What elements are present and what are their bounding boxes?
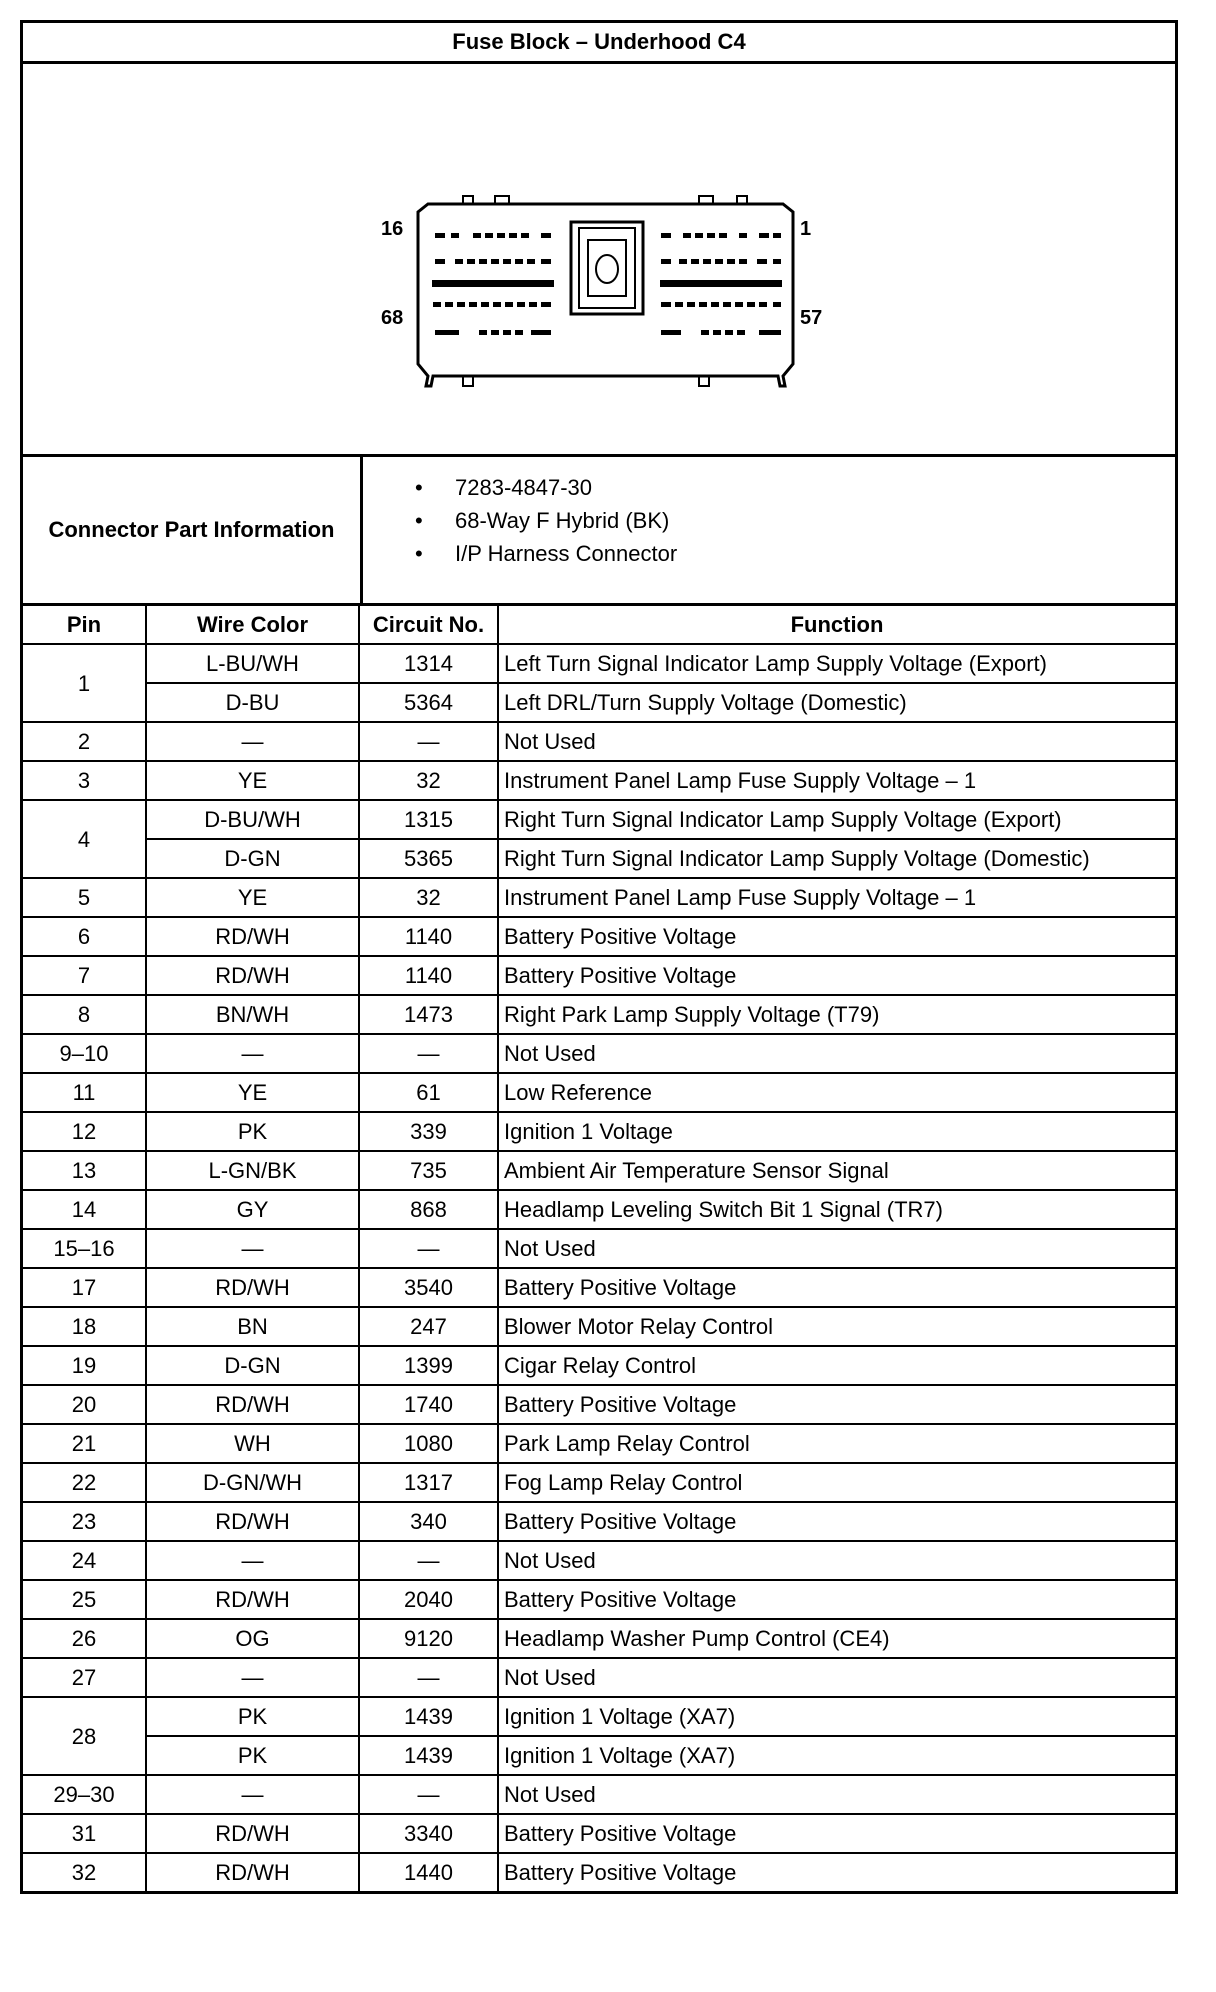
- wire-color-cell: —: [146, 722, 359, 761]
- function-cell: Battery Positive Voltage: [498, 1268, 1175, 1307]
- circuit-cell: 3340: [359, 1814, 498, 1853]
- function-cell: Ignition 1 Voltage (XA7): [498, 1736, 1175, 1775]
- wire-color-cell: —: [146, 1775, 359, 1814]
- connector-face-drawing: [23, 64, 1175, 454]
- function-cell: Park Lamp Relay Control: [498, 1424, 1175, 1463]
- circuit-cell: 2040: [359, 1580, 498, 1619]
- circuit-cell: —: [359, 722, 498, 761]
- function-cell: Ignition 1 Voltage (XA7): [498, 1697, 1175, 1736]
- circuit-cell: 5364: [359, 683, 498, 722]
- table-row: [23, 644, 1175, 683]
- wire-color-cell: RD/WH: [146, 1580, 359, 1619]
- circuit-cell: 340: [359, 1502, 498, 1541]
- pin-cell: 32: [23, 1853, 146, 1891]
- pin-cell: 7: [23, 956, 146, 995]
- table-row: [23, 1229, 1175, 1268]
- circuit-cell: 1314: [359, 644, 498, 683]
- wire-color-cell: —: [146, 1034, 359, 1073]
- pin-cell: 26: [23, 1619, 146, 1658]
- pin-cell: 2: [23, 722, 146, 761]
- table-row: [23, 1268, 1175, 1307]
- circuit-cell: 32: [359, 878, 498, 917]
- circuit-cell: 247: [359, 1307, 498, 1346]
- table-row: [23, 1502, 1175, 1541]
- wire-color-cell: D-GN/WH: [146, 1463, 359, 1502]
- pin-cell: 15–16: [23, 1229, 146, 1268]
- pin-cell: 14: [23, 1190, 146, 1229]
- circuit-cell: 1140: [359, 917, 498, 956]
- circuit-cell: 1439: [359, 1736, 498, 1775]
- table-row: [23, 722, 1175, 761]
- circuit-cell: —: [359, 1034, 498, 1073]
- wire-color-cell: BN/WH: [146, 995, 359, 1034]
- table-row: [23, 761, 1175, 800]
- header-wire-color: Wire Color: [146, 606, 359, 644]
- pin-cell: 1: [23, 644, 146, 722]
- page-title: Fuse Block – Underhood C4: [23, 23, 1175, 64]
- wire-color-cell: YE: [146, 761, 359, 800]
- function-cell: Not Used: [498, 722, 1175, 761]
- table-row: [23, 1814, 1175, 1853]
- circuit-cell: 1740: [359, 1385, 498, 1424]
- pin-cell: 6: [23, 917, 146, 956]
- wire-color-cell: L-GN/BK: [146, 1151, 359, 1190]
- pin-label-57: 57: [800, 307, 823, 329]
- table-row: [23, 1658, 1175, 1697]
- circuit-cell: 1439: [359, 1697, 498, 1736]
- wire-color-cell: YE: [146, 878, 359, 917]
- function-cell: Not Used: [498, 1229, 1175, 1268]
- wire-color-cell: GY: [146, 1190, 359, 1229]
- pin-cell: 11: [23, 1073, 146, 1112]
- pin-cell: 23: [23, 1502, 146, 1541]
- pinout-table: [23, 606, 1175, 1891]
- pin-cell: 22: [23, 1463, 146, 1502]
- wire-color-cell: RD/WH: [146, 1814, 359, 1853]
- pin-cell: 13: [23, 1151, 146, 1190]
- table-row: [23, 1034, 1175, 1073]
- function-cell: Battery Positive Voltage: [498, 956, 1175, 995]
- pin-cell: 9–10: [23, 1034, 146, 1073]
- table-row: [23, 1580, 1175, 1619]
- pin-label-16: 16: [381, 218, 404, 240]
- pinout-table-body: [23, 644, 1175, 1891]
- function-cell: Not Used: [498, 1775, 1175, 1814]
- table-row: [23, 839, 1175, 878]
- circuit-cell: 3540: [359, 1268, 498, 1307]
- function-cell: Right Park Lamp Supply Voltage (T79): [498, 995, 1175, 1034]
- table-row: [23, 917, 1175, 956]
- wire-color-cell: OG: [146, 1619, 359, 1658]
- function-cell: Not Used: [498, 1541, 1175, 1580]
- wire-color-cell: L-BU/WH: [146, 644, 359, 683]
- circuit-cell: 61: [359, 1073, 498, 1112]
- circuit-cell: 32: [359, 761, 498, 800]
- harness-name: • I/P Harness Connector: [415, 537, 677, 570]
- pin-cell: 20: [23, 1385, 146, 1424]
- table-row: [23, 1073, 1175, 1112]
- pin-cell: 8: [23, 995, 146, 1034]
- table-row: [23, 1736, 1175, 1775]
- pin-cell: 31: [23, 1814, 146, 1853]
- circuit-cell: 1315: [359, 800, 498, 839]
- circuit-cell: 1399: [359, 1346, 498, 1385]
- pin-cell: 28: [23, 1697, 146, 1775]
- function-cell: Right Turn Signal Indicator Lamp Supply Voltage (Domestic): [498, 839, 1175, 878]
- pin-cell: 5: [23, 878, 146, 917]
- function-cell: Instrument Panel Lamp Fuse Supply Voltage – 1: [498, 761, 1175, 800]
- function-cell: Battery Positive Voltage: [498, 1580, 1175, 1619]
- function-cell: Right Turn Signal Indicator Lamp Supply Voltage (Export): [498, 800, 1175, 839]
- table-row: [23, 956, 1175, 995]
- pin-cell: 12: [23, 1112, 146, 1151]
- table-row: [23, 1112, 1175, 1151]
- function-cell: Left DRL/Turn Supply Voltage (Domestic): [498, 683, 1175, 722]
- circuit-cell: 5365: [359, 839, 498, 878]
- function-cell: Low Reference: [498, 1073, 1175, 1112]
- header-circuit-no: Circuit No.: [359, 606, 498, 644]
- connector-type: • 68-Way F Hybrid (BK): [415, 504, 677, 537]
- wire-color-cell: WH: [146, 1424, 359, 1463]
- wire-color-cell: —: [146, 1541, 359, 1580]
- table-row: [23, 1385, 1175, 1424]
- circuit-cell: 735: [359, 1151, 498, 1190]
- wire-color-cell: D-GN: [146, 839, 359, 878]
- table-row: [23, 878, 1175, 917]
- connector-diagram: [23, 64, 1175, 457]
- table-row: [23, 1697, 1175, 1736]
- function-cell: Blower Motor Relay Control: [498, 1307, 1175, 1346]
- wire-color-cell: RD/WH: [146, 1268, 359, 1307]
- pin-cell: 19: [23, 1346, 146, 1385]
- table-row: [23, 683, 1175, 722]
- circuit-cell: 1473: [359, 995, 498, 1034]
- function-cell: Ignition 1 Voltage: [498, 1112, 1175, 1151]
- circuit-cell: 339: [359, 1112, 498, 1151]
- wire-color-cell: PK: [146, 1736, 359, 1775]
- circuit-cell: 868: [359, 1190, 498, 1229]
- circuit-cell: —: [359, 1541, 498, 1580]
- function-cell: Battery Positive Voltage: [498, 1502, 1175, 1541]
- header-pin: Pin: [23, 606, 146, 644]
- table-row: [23, 1307, 1175, 1346]
- table-row: [23, 800, 1175, 839]
- function-cell: Battery Positive Voltage: [498, 1853, 1175, 1891]
- table-row: [23, 1775, 1175, 1814]
- pin-cell: 27: [23, 1658, 146, 1697]
- table-row: [23, 1424, 1175, 1463]
- part-info-list: [363, 457, 677, 603]
- function-cell: Not Used: [498, 1034, 1175, 1073]
- table-row: [23, 1541, 1175, 1580]
- part-info-label: Connector Part Information: [23, 457, 363, 603]
- function-cell: Cigar Relay Control: [498, 1346, 1175, 1385]
- pin-cell: 21: [23, 1424, 146, 1463]
- wire-color-cell: —: [146, 1658, 359, 1697]
- circuit-cell: 1080: [359, 1424, 498, 1463]
- part-number: • 7283-4847-30: [415, 471, 677, 504]
- function-cell: Battery Positive Voltage: [498, 1385, 1175, 1424]
- pin-cell: 4: [23, 800, 146, 878]
- pin-cell: 29–30: [23, 1775, 146, 1814]
- table-row: [23, 1463, 1175, 1502]
- pin-cell: 17: [23, 1268, 146, 1307]
- circuit-cell: —: [359, 1229, 498, 1268]
- wire-color-cell: PK: [146, 1697, 359, 1736]
- pin-cell: 3: [23, 761, 146, 800]
- function-cell: Headlamp Leveling Switch Bit 1 Signal (TR7): [498, 1190, 1175, 1229]
- header-function: Function: [498, 606, 1175, 644]
- function-cell: Ambient Air Temperature Sensor Signal: [498, 1151, 1175, 1190]
- wire-color-cell: PK: [146, 1112, 359, 1151]
- function-cell: Not Used: [498, 1658, 1175, 1697]
- wire-color-cell: D-BU/WH: [146, 800, 359, 839]
- table-row: [23, 1151, 1175, 1190]
- circuit-cell: 1140: [359, 956, 498, 995]
- pin-cell: 24: [23, 1541, 146, 1580]
- table-header-row: [23, 606, 1175, 644]
- wire-color-cell: D-BU: [146, 683, 359, 722]
- table-row: [23, 1190, 1175, 1229]
- pin-label-1: 1: [800, 218, 812, 240]
- wire-color-cell: RD/WH: [146, 956, 359, 995]
- table-row: [23, 1346, 1175, 1385]
- function-cell: Fog Lamp Relay Control: [498, 1463, 1175, 1502]
- wire-color-cell: RD/WH: [146, 1502, 359, 1541]
- function-cell: Headlamp Washer Pump Control (CE4): [498, 1619, 1175, 1658]
- wire-color-cell: RD/WH: [146, 1385, 359, 1424]
- table-row: [23, 1619, 1175, 1658]
- connector-part-information: [23, 457, 1175, 606]
- wire-color-cell: YE: [146, 1073, 359, 1112]
- table-row: [23, 1853, 1175, 1891]
- wire-color-cell: D-GN: [146, 1346, 359, 1385]
- circuit-cell: —: [359, 1775, 498, 1814]
- function-cell: Battery Positive Voltage: [498, 917, 1175, 956]
- wire-color-cell: RD/WH: [146, 1853, 359, 1891]
- function-cell: Instrument Panel Lamp Fuse Supply Voltage – 1: [498, 878, 1175, 917]
- pin-cell: 18: [23, 1307, 146, 1346]
- circuit-cell: 1440: [359, 1853, 498, 1891]
- table-row: [23, 995, 1175, 1034]
- function-cell: Battery Positive Voltage: [498, 1814, 1175, 1853]
- wire-color-cell: BN: [146, 1307, 359, 1346]
- wire-color-cell: RD/WH: [146, 917, 359, 956]
- pin-label-68: 68: [381, 307, 404, 329]
- pin-cell: 25: [23, 1580, 146, 1619]
- connector-sheet: [20, 20, 1178, 1894]
- circuit-cell: —: [359, 1658, 498, 1697]
- wire-color-cell: —: [146, 1229, 359, 1268]
- function-cell: Left Turn Signal Indicator Lamp Supply Voltage (Export): [498, 644, 1175, 683]
- circuit-cell: 9120: [359, 1619, 498, 1658]
- circuit-cell: 1317: [359, 1463, 498, 1502]
